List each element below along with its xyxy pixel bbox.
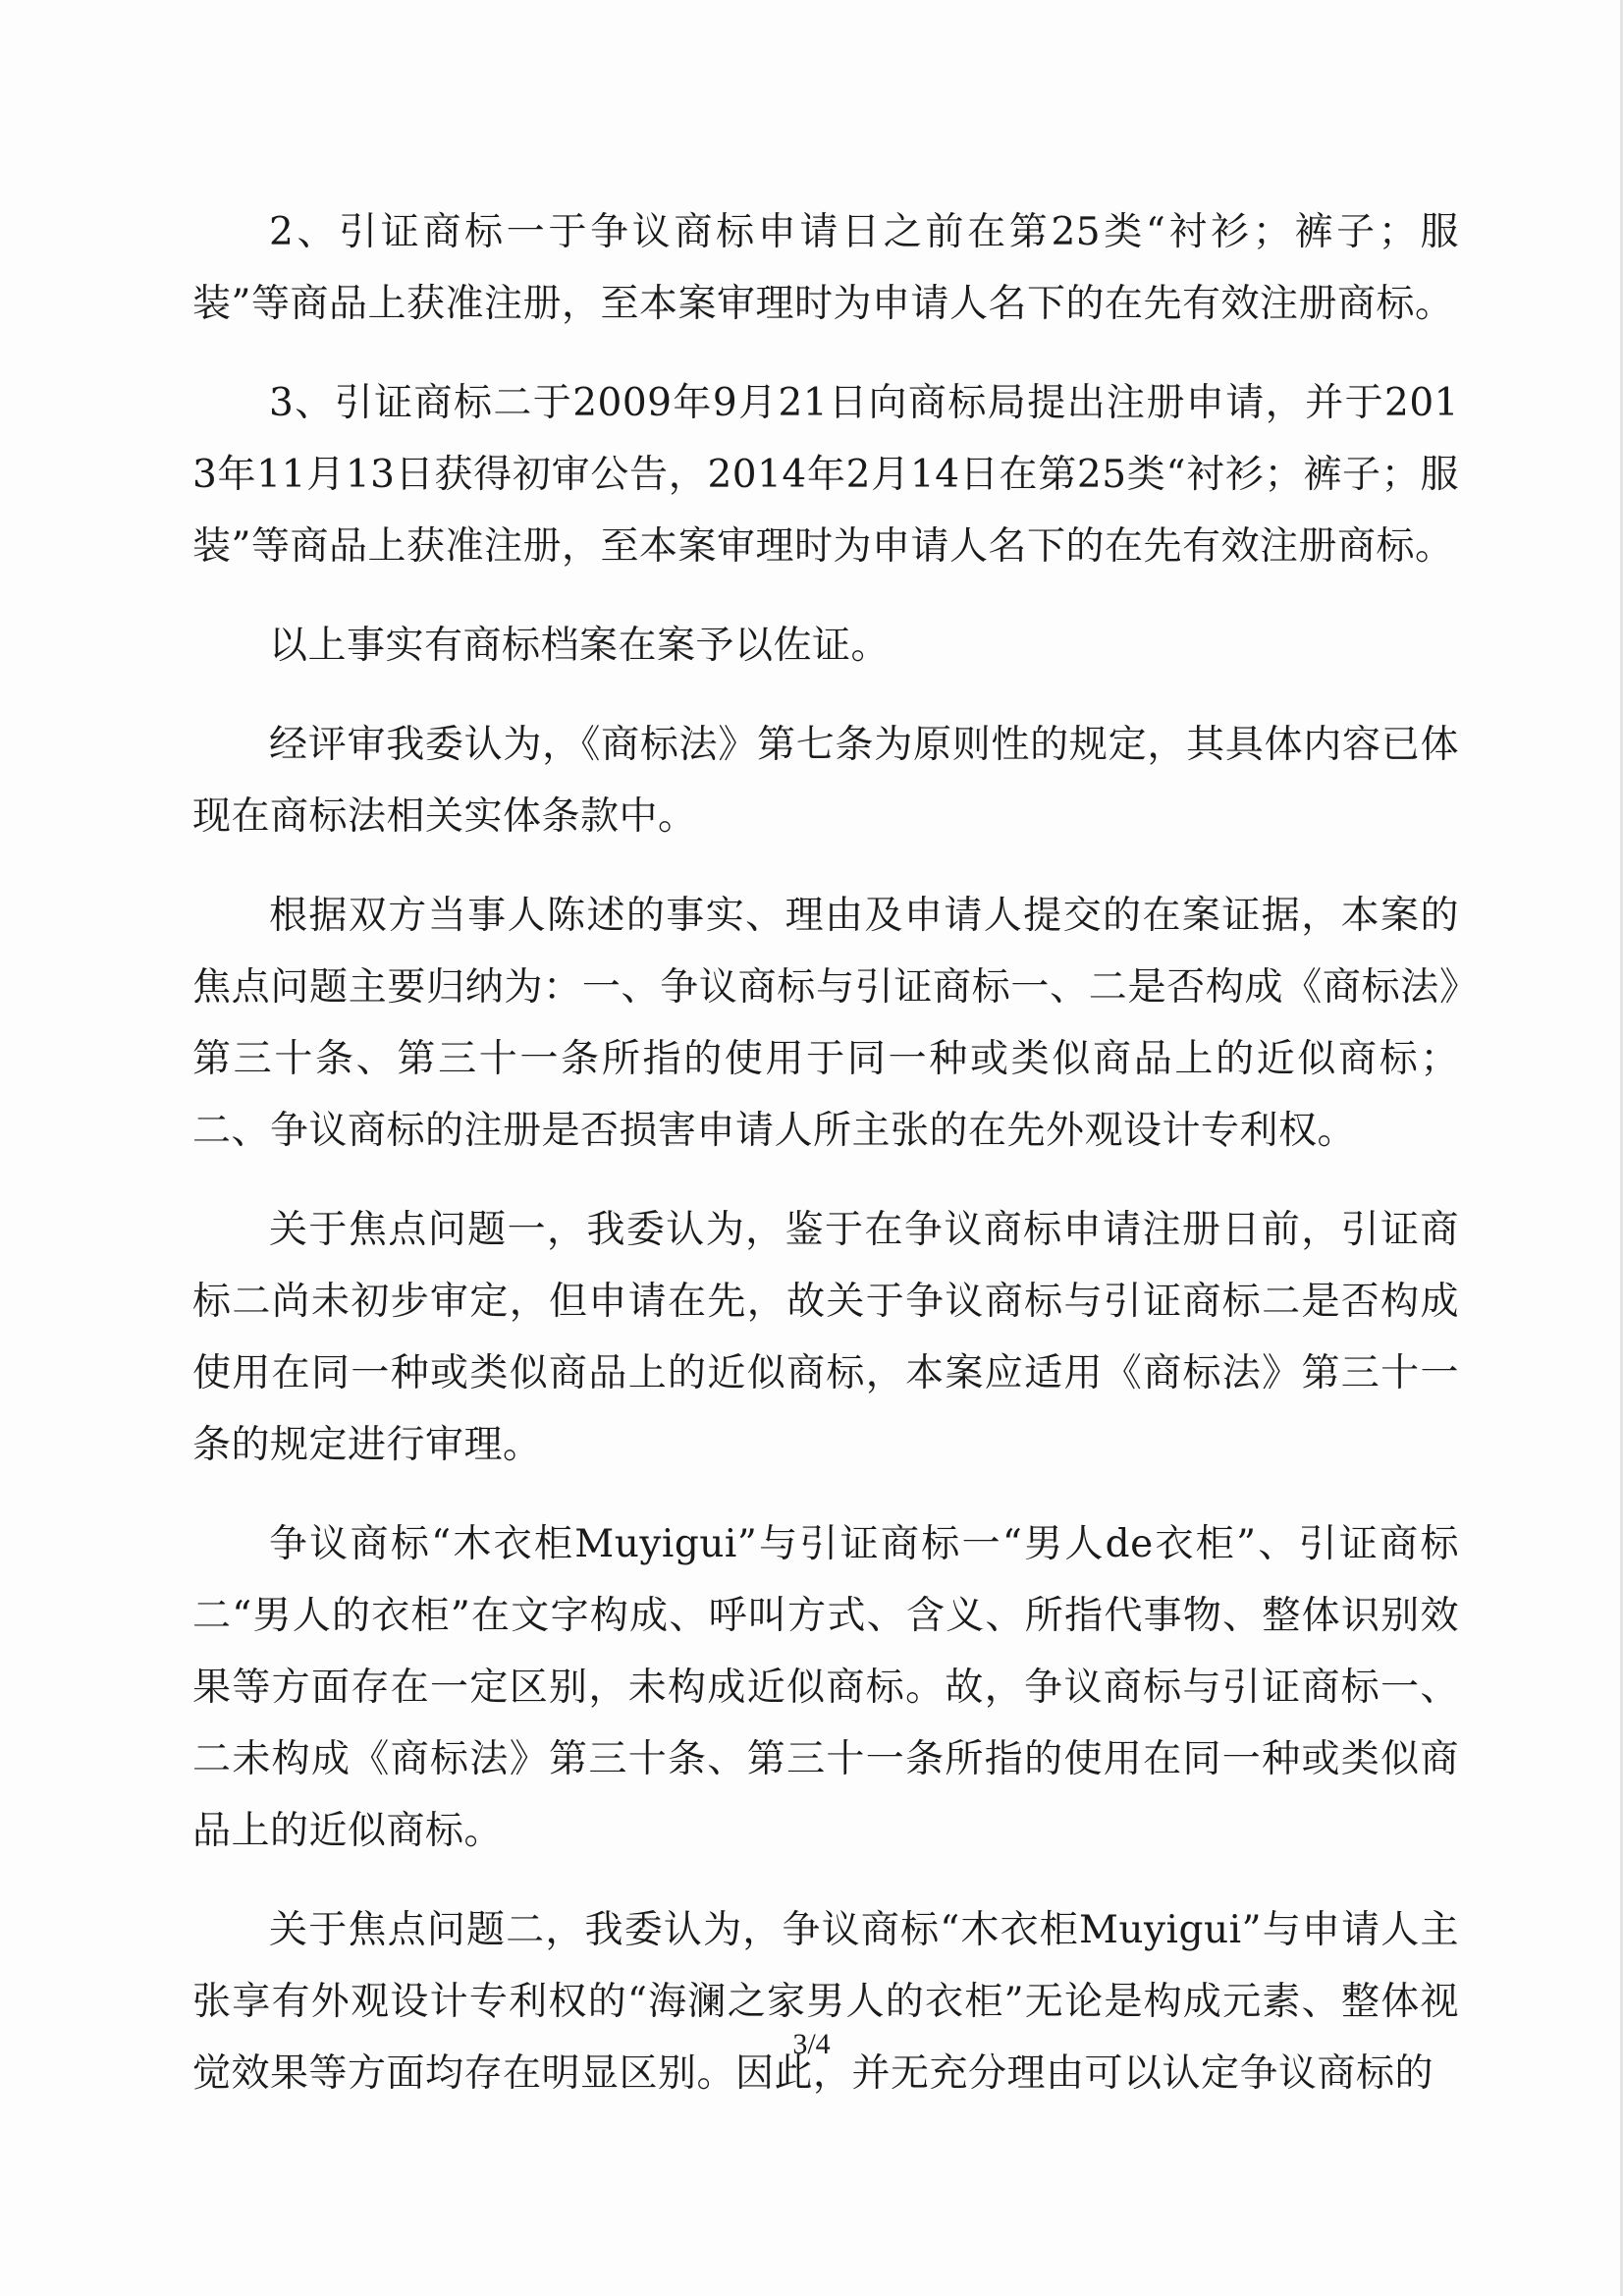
paragraph-5: 根据双方当事人陈述的事实、理由及申请人提交的在案证据，本案的焦点问题主要归纳为：一、争议商标与引证商标一、二是否构成《商标法》第三十条、第三十一条所指的使用于同一种或类似商品上的近似商标；二、争议商标的注册是否损害申请人所主张的在先外观设计专利权。: [192, 894, 1459, 1153]
paragraph-1: 2、引证商标一于争议商标申请日之前在第25类“衬衫；裤子；服装”等商品上获准注册，至本案审理时为申请人名下的在先有效注册商标。: [192, 210, 1459, 326]
paragraph-8: 关于焦点问题二，我委认为，争议商标“木衣柜Muyigui”与申请人主张享有外观设计专利权的“海澜之家男人的衣柜”无论是构成元素、整体视觉效果等方面均存在明显区别。因此，并无充分理由可以认定争议商标的: [192, 1908, 1459, 2096]
paragraph-3: 以上事实有商标档案在案予以佐证。: [269, 624, 891, 668]
paragraph-7: 争议商标“木衣柜Muyigui”与引证商标一“男人de衣柜”、引证商标二“男人的衣柜”在文字构成、呼叫方式、含义、所指代事物、整体识别效果等方面存在一定区别，未构成近似商标。故，争议商标与引证商标一、二未构成《商标法》第三十条、第三十一条所指的使用在同一种或类似商品上的近似商标。: [192, 1522, 1459, 1853]
page-number: 3/4: [792, 2028, 831, 2060]
paragraph-2: 3、引证商标二于2009年9月21日向商标局提出注册申请，并于2013年11月13日获得初审公告，2014年2月14日在第25类“衬衫；裤子；服装”等商品上获准注册，至本案审理时为申请人名下的在先有效注册商标。: [192, 381, 1459, 569]
document-body: [192, 196, 1459, 2137]
paragraph-6: 关于焦点问题一，我委认为，鉴于在争议商标申请注册日前，引证商标二尚未初步审定，但申请在先，故关于争议商标与引证商标二是否构成使用在同一种或类似商品上的近似商标，本案应适用《商标法》第三十一条的规定进行审理。: [192, 1208, 1459, 1467]
paragraph-4: 经评审我委认为，《商标法》第七条为原则性的规定，其具体内容已体现在商标法相关实体条款中。: [192, 723, 1459, 839]
